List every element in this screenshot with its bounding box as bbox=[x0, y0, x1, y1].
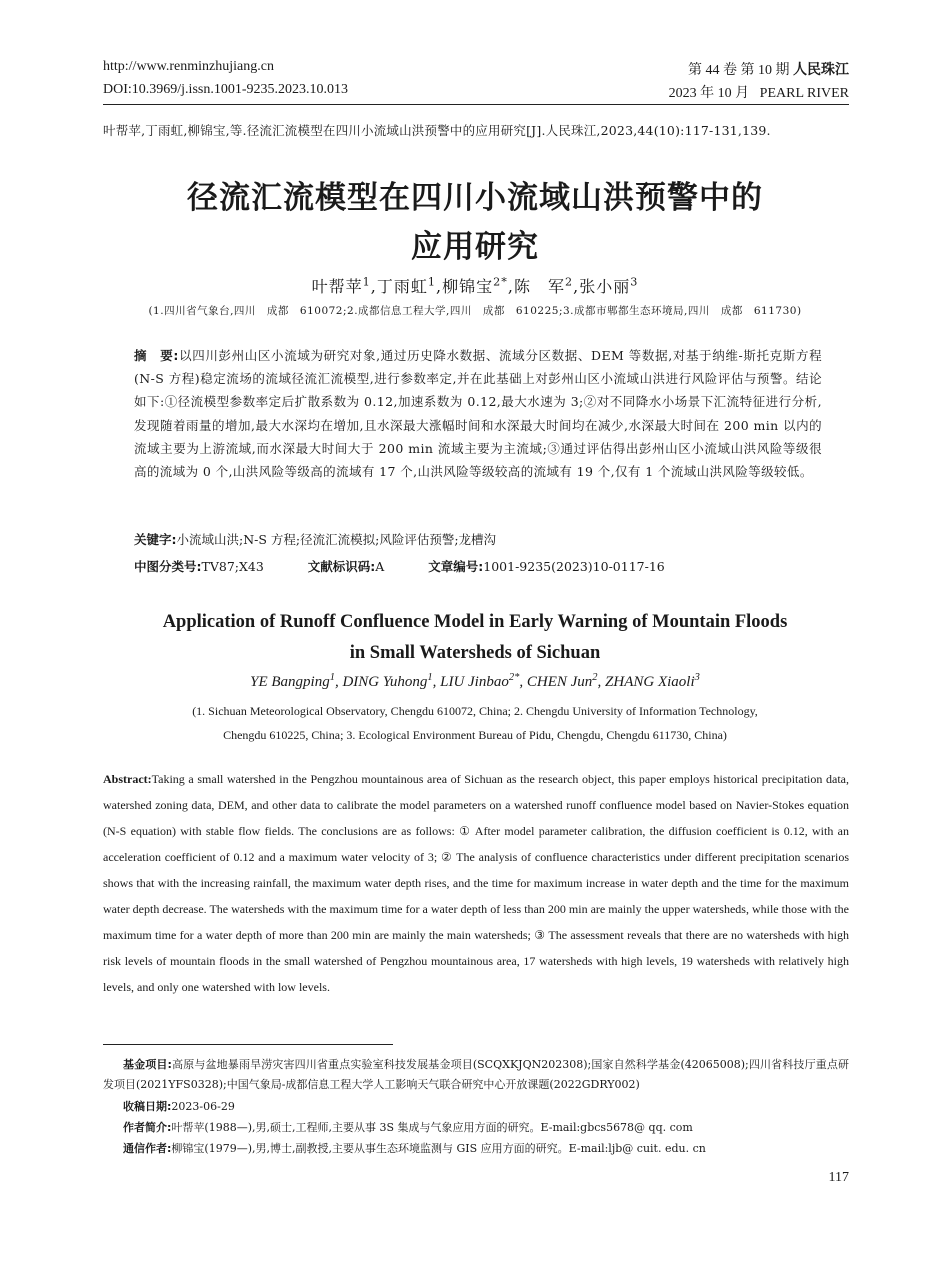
author-en: DING Yuhong$^1$, bbox=[342, 672, 441, 690]
doc-code-label: 文献标识码: bbox=[307, 559, 376, 574]
author-en: CHEN Jun$^2$, bbox=[526, 672, 606, 690]
affiliations-en-line1: (1. Sichuan Meteorological Observatory, Chengdu 610072, China; 2. Chengdu University of Information Technology, bbox=[192, 704, 758, 718]
abstract-en bbox=[103, 766, 849, 1000]
title-en-line2: in Small Watersheds of Sichuan bbox=[349, 643, 601, 663]
doi: DOI:10.3969/j.issn.1001-9235.2023.10.013 bbox=[103, 82, 348, 97]
received-text: 2023-06-29 bbox=[171, 1100, 235, 1113]
received-note bbox=[123, 1097, 849, 1117]
corresponding-label: 通信作者: bbox=[123, 1142, 172, 1155]
author-en: ZHANG Xiaoli$^3$ bbox=[605, 672, 700, 690]
article-number-value: 1001-9235(2023)10-0117-16 bbox=[483, 559, 665, 574]
author-bio-text: 叶帮苹(1988—),男,硕士,工程师,主要从事 3S 集成与气象应用方面的研究。E-mail:gbcs5678@ qq. com bbox=[171, 1121, 693, 1134]
author-en: YE Bangping$^1$, bbox=[250, 672, 343, 690]
clc-label: 中图分类号: bbox=[134, 559, 202, 574]
funding-note bbox=[103, 1055, 849, 1095]
authors-en bbox=[60, 674, 890, 691]
author-bio-note bbox=[123, 1118, 849, 1138]
funding-text: 高原与盆地暴雨旱涝灾害四川省重点实验室科技发展基金项目(SCQXKJQN202308);国家自然科学基金(42065008);四川省科技厅重点研发项目(2021YFS0328);中国气象局-成都信息工程大学人工影响天气联合研究中心开放课题(2022GDRY002) bbox=[103, 1058, 849, 1091]
journal-name-en: PEARL RIVER bbox=[759, 86, 849, 101]
author-bio-label: 作者简介: bbox=[123, 1121, 172, 1134]
citation: 叶帮苹,丁雨虹,柳锦宝,等.径流汇流模型在四川小流域山洪预警中的应用研究[J].人民珠江,2023,44(10):117-131,139. bbox=[103, 123, 771, 138]
doc-code-value: A bbox=[375, 559, 385, 574]
author-cn: 柳锦宝$^{2*}$, bbox=[442, 275, 514, 296]
clc-value: TV87;X43 bbox=[201, 559, 264, 574]
author-cn: 丁雨虹$^1$, bbox=[376, 275, 443, 296]
keywords-label: 关键字: bbox=[134, 532, 177, 547]
author-cn: 张小丽$^3$ bbox=[579, 275, 639, 296]
abstract-en-label: Abstract: bbox=[103, 772, 152, 786]
abstract-cn-text: 以四川彭州山区小流域为研究对象,通过历史降水数据、流域分区数据、DEM 等数据,对基于纳维-斯托克斯方程(N-S 方程)稳定流场的流域径流汇流模型,进行参数率定,并在此基础上对彭州山区小流域山洪进行风险评估与预警。结论如下:①径流模型参数率定后扩散系数为 0.12,加速系数为 0.12,最大水速为 3;②对不同降水小场景下汇流特征进行分析,发现随着雨量的增加,最大水深均在增加,且水深最大涨幅时间和水深最大时间均在减少,水深最大时间在 200 min 以内的流域主要为上游流域,而水深最大时间大于 200 min 流域主要为主流域;③通过评估得出彭州山区小流域山洪风险等级很高的流域为 0 个,山洪风险等级高的流域有 17 个,山洪风险等级较高的流域有 19 个,仅有 1 个流域山洪风险等级较低。 bbox=[134, 348, 822, 480]
volume-issue: 第 44 卷 第 10 期 bbox=[688, 63, 790, 78]
keywords bbox=[134, 530, 496, 548]
abstract-cn-label: 摘 要: bbox=[134, 348, 179, 363]
authors-cn bbox=[60, 274, 890, 297]
corresponding-text: 柳锦宝(1979—),男,博士,副教授,主要从事生态环境监测与 GIS 应用方面的研究。E-mail:ljb@ cuit. edu. cn bbox=[171, 1142, 706, 1155]
corresponding-author-note bbox=[123, 1139, 849, 1159]
abstract-cn bbox=[134, 344, 822, 483]
title-cn-line2: 应用研究 bbox=[411, 229, 539, 265]
author-en: LIU Jinbao$^{2*}$, bbox=[440, 672, 527, 690]
title-cn-line1: 径流汇流模型在四川小流域山洪预警中的 bbox=[187, 180, 763, 216]
affiliations-cn: (1.四川省气象台,四川 成都 610072;2.成都信息工程大学,四川 成都 610225;3.成都市郫都生态环境局,四川 成都 611730) bbox=[148, 305, 802, 317]
issue-info bbox=[688, 59, 849, 79]
date-info bbox=[669, 82, 849, 102]
footnote-rule bbox=[103, 1044, 393, 1045]
affiliations-en-line2: Chengdu 610225, China; 3. Ecological Environment Bureau of Pidu, Chengdu, Chengdu 611730, China) bbox=[223, 728, 727, 742]
abstract-en-text: Taking a small watershed in the Pengzhou mountainous area of Sichuan as the research object, this paper employs historical precipitation data, watershed zoning data, DEM, and other data to calibrate the model parameters on a watershed runoff confluence model based on Navier-Stokes equation (N-S equation) with stable flow fields. The conclusions are as follows: ① After model parameter calibration, the diffusion coefficient is 0.12, with an acceleration coefficient of 0.12 and a maximum water velocity of 3; ② The analysis of confluence characteristics under different precipitation scenarios shows that with the increasing rainfall, the maximum water depth rises, and the time for maximum increase in water depth and the time for the maximum water depth decrease. The watersheds with the maximum time for a water depth of less than 200 min are mainly the upper watersheds, while those with the maximum time for a water depth of more than 200 min are mainly the main watersheds; ③ The assessment reveals that there are no watersheds with high risk levels of mountain floods in the small watershed of Pengzhou mountainous area, 17 watersheds with high levels, 19 watersheds with relatively high levels, and only one watershed with low levels. bbox=[103, 772, 849, 994]
page-number: 117 bbox=[828, 1170, 849, 1185]
author-cn: 陈 军$^2$, bbox=[513, 275, 580, 296]
classification bbox=[134, 557, 665, 575]
journal-url[interactable]: http://www.renminzhujiang.cn bbox=[103, 59, 274, 74]
header-rule bbox=[103, 104, 849, 105]
issue-date: 2023 年 10 月 bbox=[668, 86, 750, 101]
funding-label: 基金项目: bbox=[123, 1058, 172, 1071]
author-cn: 叶帮苹$^1$, bbox=[311, 275, 377, 296]
keywords-text: 小流域山洪;N-S 方程;径流汇流模拟;风险评估预警;龙槽沟 bbox=[176, 532, 497, 547]
article-number-label: 文章编号: bbox=[428, 559, 484, 574]
received-label: 收稿日期: bbox=[123, 1100, 172, 1113]
journal-name-cn: 人民珠江 bbox=[793, 63, 849, 78]
title-en-line1: Application of Runoff Confluence Model in Early Warning of Mountain Floods bbox=[162, 612, 788, 632]
